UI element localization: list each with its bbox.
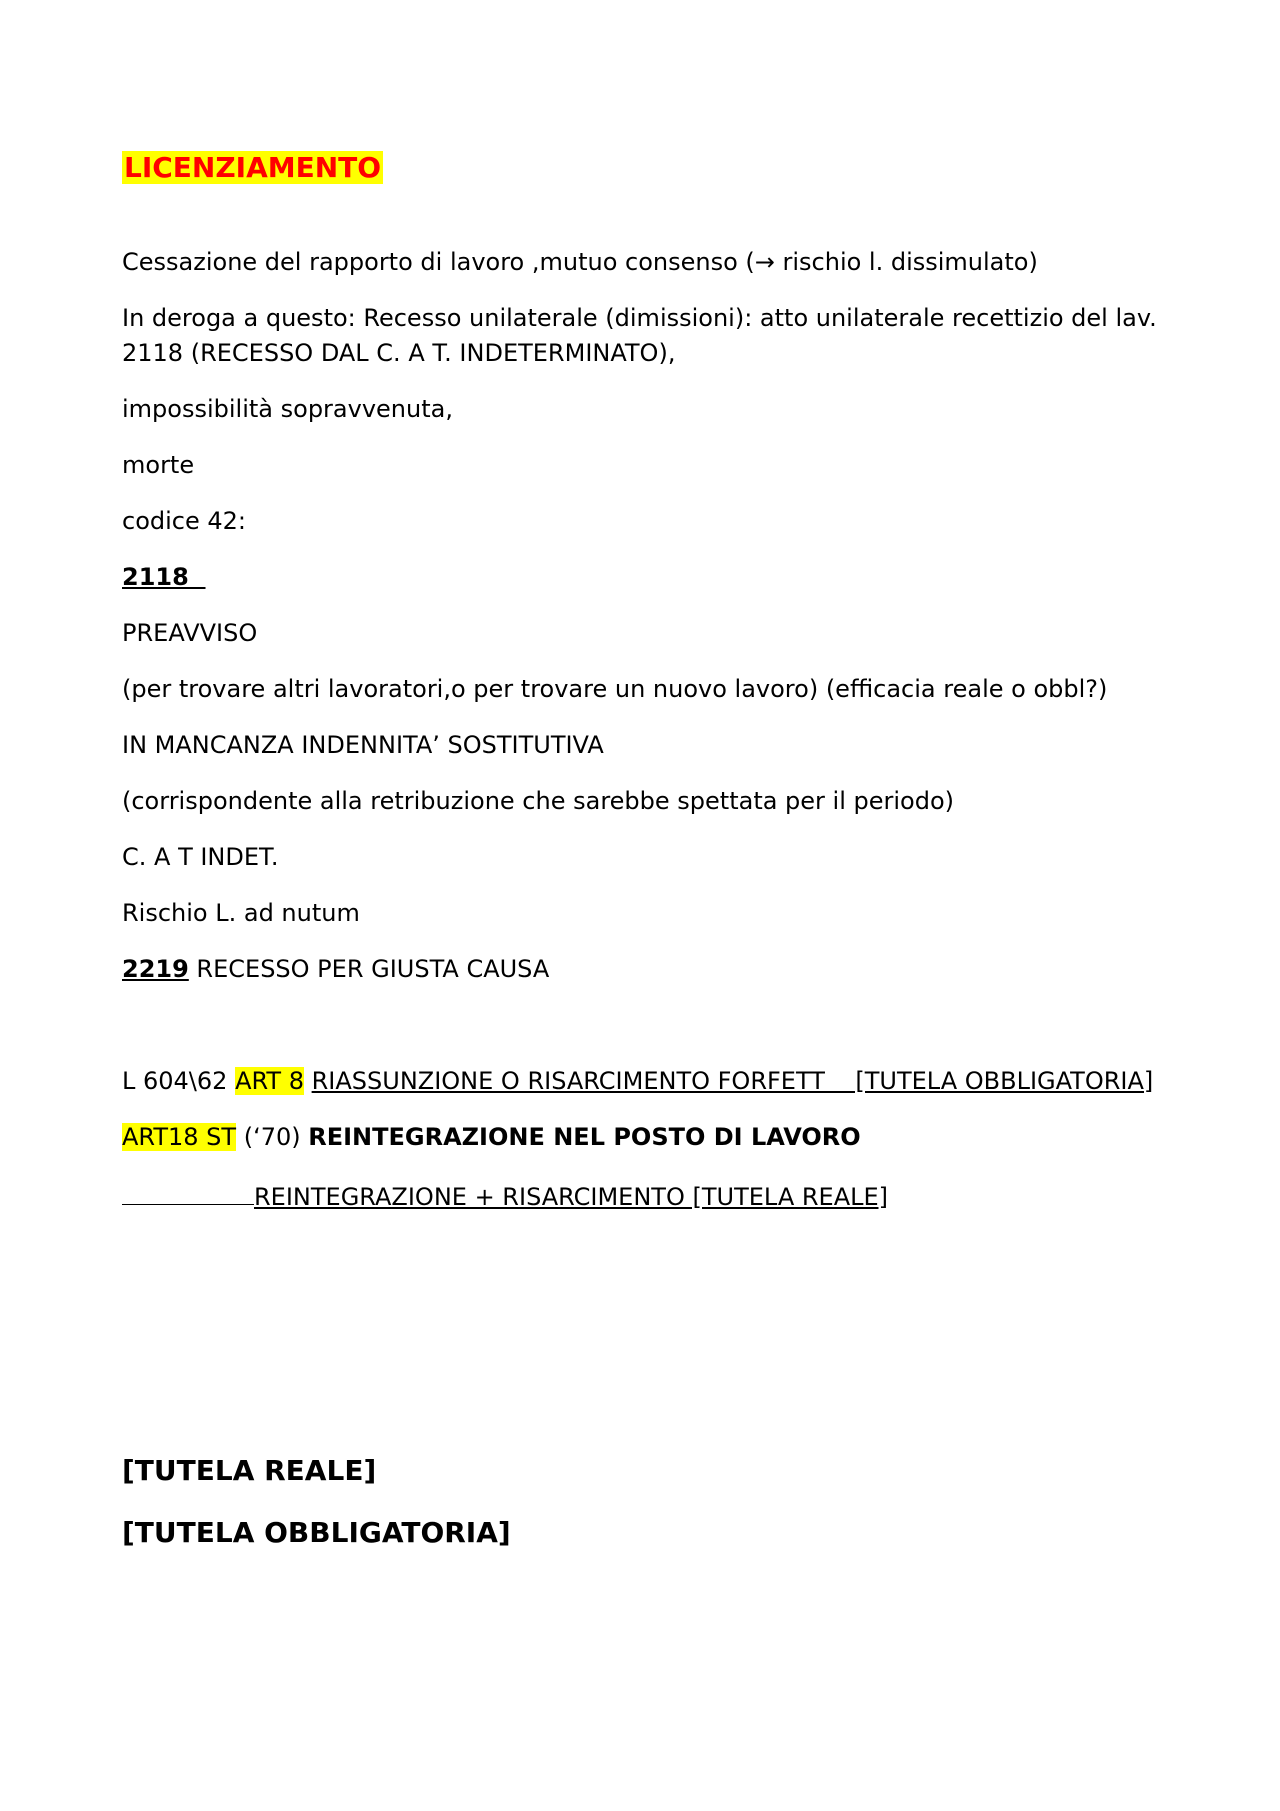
heading-tutela-obbligatoria: [TUTELA OBBLIGATORIA] xyxy=(122,1516,511,1549)
paragraph-reintegrazione xyxy=(122,1176,1162,1215)
legge-prefix: L 604\62 xyxy=(122,1067,236,1095)
article-2118: 2118 xyxy=(122,563,206,591)
paragraph-deroga: In deroga a questo: Recesso unilaterale (dimissioni): atto unilaterale recettizio del lav. 2118 (RECESSO DAL C. A T. INDETERMINATO), xyxy=(122,304,1157,367)
article-2219: 2219 xyxy=(122,955,189,983)
paragraph-cat-indet: C. A T INDET. xyxy=(122,843,279,871)
paragraph-art18 xyxy=(122,1120,1162,1155)
art18-text: REINTEGRAZIONE NEL POSTO DI LAVORO xyxy=(308,1123,861,1151)
page-title xyxy=(122,150,1162,186)
paragraph-morte: morte xyxy=(122,451,195,479)
art18-highlight: ART18 ST xyxy=(122,1123,237,1151)
spacer xyxy=(122,1008,1162,1064)
paragraph-ad-nutum: Rischio L. ad nutum xyxy=(122,899,360,927)
document-body xyxy=(122,150,1162,1577)
paragraph-legge-604 xyxy=(122,1064,1162,1099)
legge-text: RIASSUNZIONE O RISARCIMENTO FORFETT [TUTELA OBBLIGATORIA] xyxy=(311,1067,1154,1095)
spacer xyxy=(122,1236,1162,1453)
art18-year: (‘70) xyxy=(236,1123,309,1151)
recesso-text: RECESSO PER GIUSTA CAUSA xyxy=(188,955,550,983)
art8-highlight: ART 8 xyxy=(235,1067,304,1095)
reintegrazione-text: REINTEGRAZIONE + RISARCIMENTO [TUTELA REALE] xyxy=(254,1183,889,1211)
paragraph-codice: codice 42: xyxy=(122,507,246,535)
paragraph-2219 xyxy=(122,952,1162,987)
paragraph-2118 xyxy=(122,560,1162,595)
paragraph-cessazione: Cessazione del rapporto di lavoro ,mutuo consenso (→ rischio l. dissimulato) xyxy=(122,248,1038,276)
legge-space xyxy=(304,1067,312,1095)
paragraph-preavviso: PREAVVISO xyxy=(122,619,258,647)
paragraph-corrispondente: (corrispondente alla retribuzione che sarebbe spettata per il periodo) xyxy=(122,787,955,815)
title-text: LICENZIAMENTO xyxy=(124,151,382,184)
heading-tutela-reale: [TUTELA REALE] xyxy=(122,1454,377,1487)
paragraph-impossibilita: impossibilità sopravvenuta, xyxy=(122,395,453,423)
underline-indent xyxy=(122,1176,254,1205)
paragraph-per-trovare: (per trovare altri lavoratori,o per trovare un nuovo lavoro) (efficacia reale o obbl?) xyxy=(122,675,1108,703)
paragraph-indennita: IN MANCANZA INDENNITA’ SOSTITUTIVA xyxy=(122,731,604,759)
